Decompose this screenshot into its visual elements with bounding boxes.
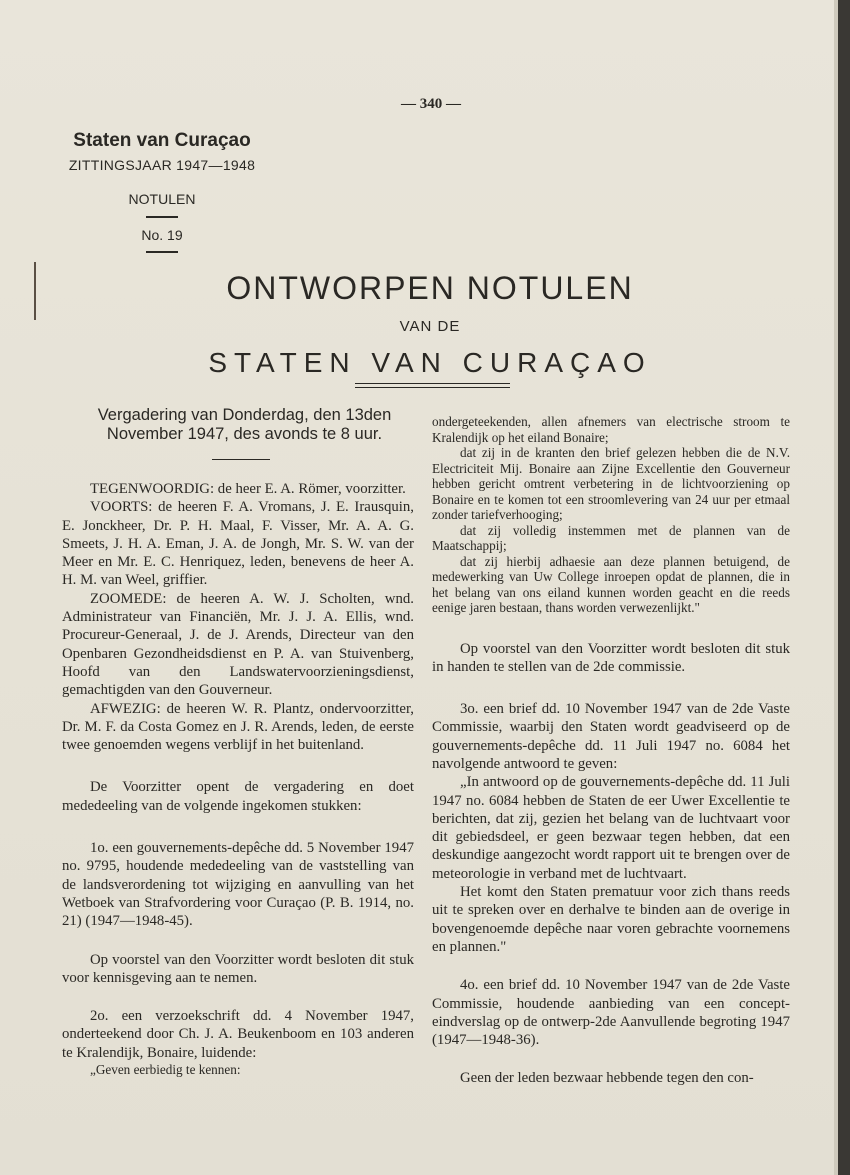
attendance-government: ZOOMEDE: de heeren A. W. J. Scholten, wnd. Administrateur van Financiën, Mr. J. J. A. Ellis, wnd. Procureur-Generaal, J. de J. Arends, Directeur van den Openbaren Gezondheidsdienst en P. A. van Stuivenberg, Hoofd van den Landswatervoorzieningsdienst, gemachtigden van den Gouverneur. bbox=[62, 590, 414, 699]
session-year: ZITTINGSJAAR 1947—1948 bbox=[68, 157, 256, 173]
item-3-quote-1: „In antwoord op de gouvernements-depêche dd. 11 Juli 1947 no. 6084 hebben de Staten de eer Uwer Excellentie te berichten, dat zij, gezien het belang van de luchtvaart voor dit gebiedsdeel, er geen bezwaar tegen hebben, dat een deskundige aangezocht wordt rapport uit te brengen over de meteorologie in verband met de luchtvaart. bbox=[432, 774, 790, 882]
petition-text-4: dat zij hierbij adhaesie aan deze plannen betuigend, de medewerking van Uw College inroepen opdat de plannen, die in het belang van ons eiland kunnen worden geacht en die reeds eenige jaren bestaan, thans worden verwezenlijkt." bbox=[432, 553, 790, 615]
sub-title: VAN DE bbox=[399, 318, 461, 335]
title-double-rule bbox=[355, 383, 510, 384]
closing-line: Geen der leden bezwaar hebbende tegen den con- bbox=[460, 1070, 754, 1087]
item-2: 2o. een verzoekschrift dd. 4 November 1947, onderteekend door Ch. J. A. Beukenboom en 103 anderen te Kralendijk, Bonaire, luidende: bbox=[62, 1008, 414, 1061]
left-column bbox=[62, 480, 414, 1078]
petition-text-3: dat zij volledig instemmen met de plannen van de Maatschappij; bbox=[432, 522, 790, 553]
decision-1: Op voorstel van den Voorzitter wordt besloten dit stuk voor kennisgeving aan te nemen. bbox=[62, 951, 414, 986]
petition-text-1: ondergeteekenden, allen afnemers van electrische stroom te Kralendijk op het eiland Bonaire; bbox=[432, 414, 790, 445]
page-edge-shadow bbox=[838, 0, 850, 1175]
petition-start: „Geven eerbiedig te kennen: bbox=[90, 1062, 241, 1078]
issue-number: No. 19 bbox=[141, 227, 183, 243]
item-1: 1o. een gouvernements-depêche dd. 5 November 1947 no. 9795, houdende mededeeling van de vaststelling van de landsverordening tot wijziging en aanvulling van het Wetboek van Strafvordering voor Curaçao (P. B. 1914, no. 21) (1947—1948-45). bbox=[62, 840, 414, 930]
notulen-label: NOTULEN bbox=[128, 191, 196, 207]
page-edge bbox=[834, 0, 838, 1175]
page-number: — 340 — bbox=[401, 96, 461, 112]
item-4: 4o. een brief dd. 10 November 1947 van de 2de Vaste Commissie, houdende aanbieding van een concept-eindverslag op de ontwerp-2de Aanvullende begroting 1947 (1947—1948-36). bbox=[432, 977, 790, 1049]
title-double-rule bbox=[355, 387, 510, 388]
attendance-also: VOORTS: de heeren F. A. Vromans, J. E. Irausquin, E. Jonckheer, Dr. P. H. Maal, F. Visser, Mr. A. A. G. Smeets, J. H. A. Eman, J. A. de Jongh, Mr. S. W. van der Meer en Mr. E. C. Henriquez, leden, benevens de heer A. H. M. van Weel, griffier. bbox=[62, 499, 414, 589]
main-title: ONTWORPEN NOTULEN bbox=[226, 270, 634, 306]
attendance-present: TEGENWOORDIG: de heer E. A. Römer, voorzitter. bbox=[90, 481, 406, 497]
meeting-heading: Vergadering van Donderdag, den 13den November 1947, des avonds te 8 uur. bbox=[97, 406, 392, 443]
attendance-absent: AFWEZIG: de heeren W. R. Plantz, ondervoorzitter, Dr. M. F. da Costa Gomez en J. R. Arends, leden, de eerste twee genoemden wegens verblijf in het buitenland. bbox=[62, 700, 414, 754]
header-rule bbox=[146, 251, 178, 253]
right-column bbox=[432, 414, 790, 1088]
decision-2: Op voorstel van den Voorzitter wordt besloten dit stuk in handen te stellen van de 2de commissie. bbox=[432, 640, 790, 675]
margin-mark bbox=[34, 262, 36, 320]
header-title: Staten van Curaçao bbox=[73, 130, 251, 151]
meeting-rule bbox=[212, 459, 270, 460]
petition-text-2: dat zij in de kranten den brief gelezen hebben die de N.V. Electriciteit Mij. Bonaire aan Zijne Excellentie den Gouverneur hebben gericht omtrent verbetering in de lichtvoorziening op Bonaire en te komen tot een stroomlevering van 24 uur per etmaal zonder tariefverhooging; bbox=[432, 445, 790, 522]
item-3-quote-2: Het komt den Staten prematuur voor zich thans reeds uit te spreken over en derhalve te binden aan de overige in bovengenoemde depêche naar voren gebrachte voornemens en plannen." bbox=[432, 884, 790, 955]
opening-paragraph: De Voorzitter opent de vergadering en doet mededeeling van de volgende ingekomen stukken: bbox=[62, 779, 414, 814]
header-rule bbox=[146, 216, 178, 218]
item-3: 3o. een brief dd. 10 November 1947 van de 2de Vaste Commissie, waarbij den Staten wordt geadviseerd op de gouvernements-depêche dd. 11 Juli 1947 no. 6084 het navolgende antwoord te geven: bbox=[432, 701, 790, 772]
staten-title: STATEN VAN CURAÇAO bbox=[208, 347, 652, 378]
